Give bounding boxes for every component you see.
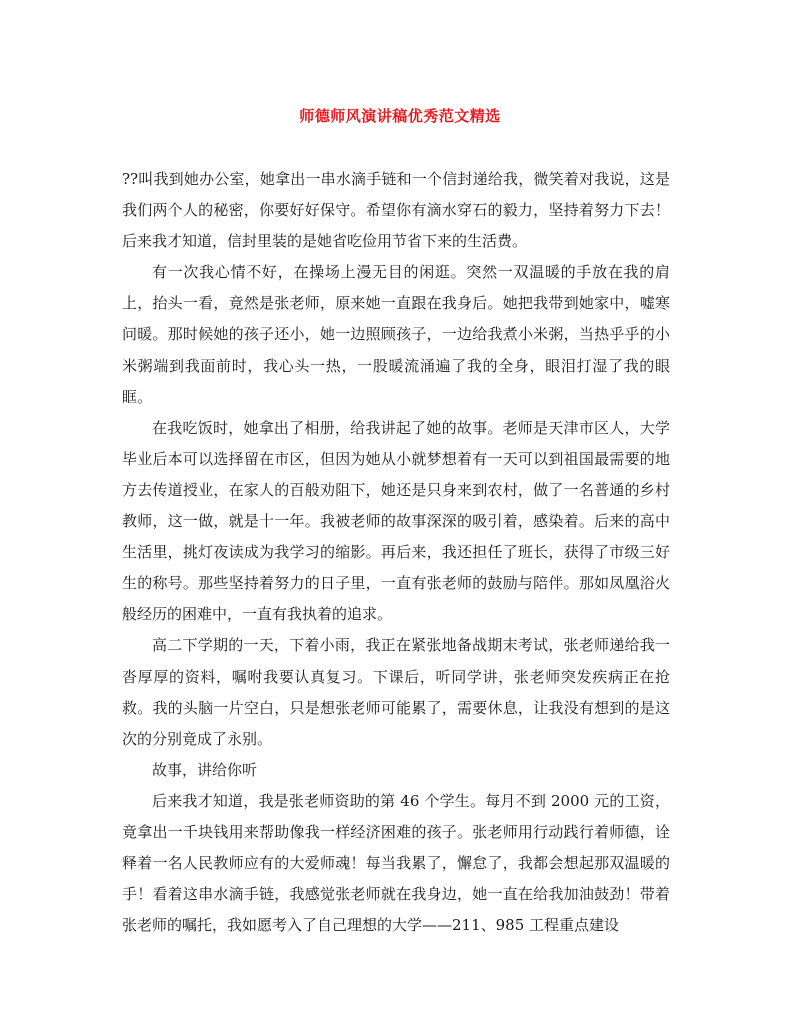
paragraph-6: 后来我才知道，我是张老师资助的第 46 个学生。每月不到 2000 元的工资，竟拿出一千块钱用来帮助像我一样经济困难的孩子。张老师用行动践行着师德，诠释着一名人民教师应有的大爱师魂！每当我累了，懈怠了，我都会想起那双温暖的手！看着这串水滴手链，我感觉张老师就在我身边，她一直在给我加油鼓劲！带着张老师的嘱托，我如愿考入了自己理想的大学——211、985 工程重点建设 [122,791,670,935]
paragraph-2: 有一次我心情不好，在操场上漫无目的闲逛。突然一双温暖的手放在我的肩上，抬头一看，竟然是张老师，原来她一直跟在我身后。她把我带到她家中，嘘寒问暖。那时候她的孩子还小，她一边照顾孩子，一边给我煮小米粥，当热乎乎的小米粥端到我面前时，我心头一热，一股暖流涌遍了我的全身，眼泪打湿了我的眼眶。 [122,263,670,406]
paragraph-1: ??叫我到她办公室，她拿出一串水滴手链和一个信封递给我，微笑着对我说，这是我们两个人的秘密，你要好好保守。希望你有滴水穿石的毅力，坚持着努力下去！后来我才知道，信封里装的是她省吃俭用节省下来的生活费。 [122,170,670,251]
paragraph-3: 在我吃饭时，她拿出了相册，给我讲起了她的故事。老师是天津市区人，大学毕业后本可以选择留在市区，但因为她从小就梦想着有一天可以到祖国最需要的地方去传道授业，在家人的百般劝阻下，她还是只身来到农村，做了一名普通的乡村教师，这一做，就是十一年。我被老师的故事深深的吸引着，感染着。后来的高中生活里，挑灯夜读成为我学习的缩影。再后来，我还担任了班长，获得了市级三好生的称号。那些坚持着努力的日子里，一直有张老师的鼓励与陪伴。那如凤凰浴火般经历的困难中，一直有我执着的追求。 [122,418,670,624]
paragraph-5-subheading: 故事，讲给你听 [152,760,258,779]
document-title: 师德师风演讲稿优秀范文精选 [299,107,501,125]
document-body [122,164,670,941]
paragraph-4: 高二下学期的一天，下着小雨，我正在紧张地备战期末考试，张老师递给我一沓厚厚的资料，嘱咐我要认真复习。下课后，听同学讲，张老师突发疾病正在抢救。我的头脑一片空白，只是想张老师可能累了，需要休息，让我没有想到的是这次的分别竟成了永别。 [122,636,670,748]
